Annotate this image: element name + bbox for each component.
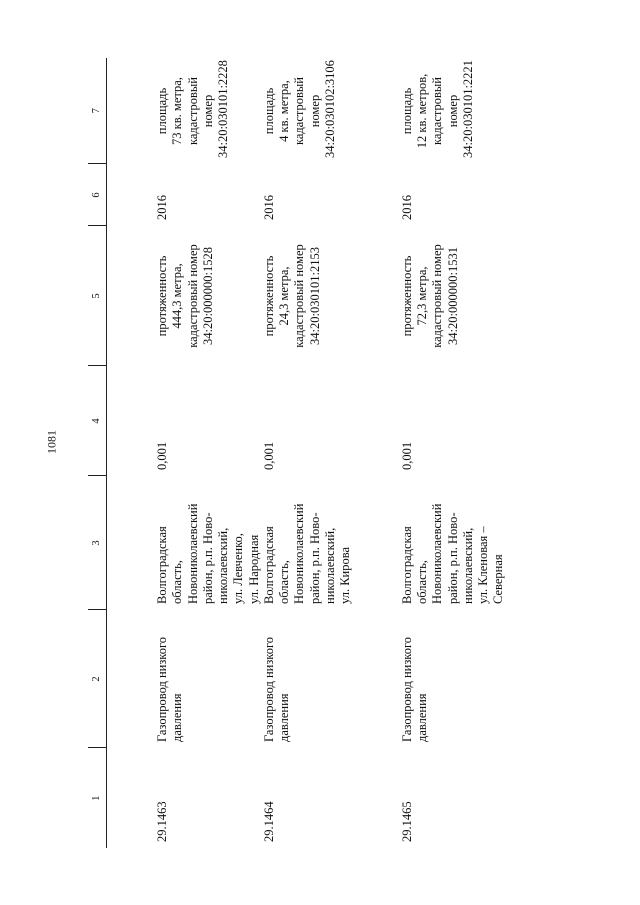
header-row: [88, 58, 107, 848]
extent-info: протяженность 72,3 метра, кадастровый номер 34:20:000000:1531: [399, 244, 460, 348]
extent-info: протяженность 24,3 метра, кадастровый номер 34:20:030101:2153: [261, 244, 322, 348]
area-info: площадь 4 кв. метра, кадастровый номер 34:20:030102:3106: [261, 60, 337, 158]
year-value: 2016: [261, 195, 276, 220]
table-row: [262, 58, 400, 848]
header-col-1: 1: [88, 748, 107, 848]
page-number: 1081: [44, 430, 59, 454]
header-col-6: 6: [88, 164, 107, 226]
share-value: 0,001: [155, 441, 169, 470]
object-name: Газопровод низкого давления: [261, 636, 291, 742]
year-value: 2016: [155, 195, 169, 220]
table-row: [400, 58, 538, 848]
year-value: 2016: [399, 195, 414, 220]
area-info: площадь 12 кв. метров, кадастровый номер 34:20:030101:2221: [399, 60, 475, 158]
object-address: Волгоградская область, Новониколаевский район, р.п. Ново- николаевский, ул. Кленовая – Северная: [399, 503, 506, 604]
row-number: 29.1465: [399, 801, 414, 842]
object-name: Газопровод низкого давления: [399, 636, 429, 742]
object-address: Волгоградская область, Новониколаевский район, р.п. Ново- николаевский, ул. Кирова: [261, 503, 352, 604]
registry-table: [88, 58, 538, 848]
area-info: площадь 73 кв. метра, кадастровый номер 34:20:030101:2228: [155, 60, 230, 158]
header-col-2: 2: [88, 610, 107, 748]
share-value: 0,001: [261, 441, 276, 470]
extent-info: протяженность 444,3 метра, кадастровый номер 34:20:000000:1528: [155, 244, 215, 348]
header-col-5: 5: [88, 226, 107, 366]
header-col-4: 4: [88, 366, 107, 476]
header-col-3: 3: [88, 476, 107, 610]
header-col-7: 7: [88, 58, 107, 164]
object-name: Газопровод низкого давления: [155, 636, 185, 742]
table-row: [107, 58, 262, 848]
row-number: 29.1463: [155, 801, 169, 842]
rotated-table-container: [88, 58, 618, 848]
object-address: Волгоградская область, Новониколаевский район, р.п. Ново- николаевский, ул. Левченко, ул. Народная: [155, 503, 261, 604]
share-value: 0,001: [399, 441, 414, 470]
row-number: 29.1464: [261, 801, 276, 842]
